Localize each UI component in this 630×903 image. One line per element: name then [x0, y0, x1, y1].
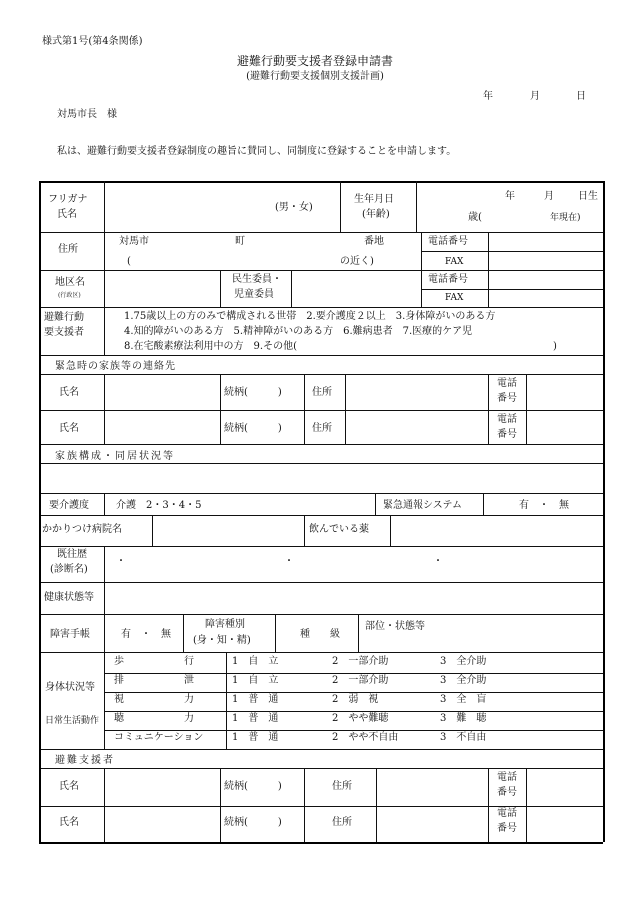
grid-line-horizontal: [39, 842, 603, 844]
health-label: 健康状態等: [44, 592, 94, 603]
grid-line-horizontal: [39, 374, 603, 375]
grid-line-horizontal: [39, 181, 603, 183]
adl-option-3[interactable]: 3 全 盲: [440, 694, 487, 705]
adl-option-3[interactable]: 3 全介助: [440, 675, 487, 686]
grid-line-horizontal: [39, 768, 603, 769]
grid-line-horizontal: [39, 463, 603, 464]
district-label: 地区名: [55, 277, 85, 288]
document-subtitle: (避難行動要支援個別支援計画): [246, 71, 384, 82]
grid-line-horizontal: [39, 749, 603, 750]
support-label-2: 要支援者: [44, 327, 84, 338]
supporter-name-label: 氏名: [59, 781, 79, 792]
history-label-1: 既往歴: [57, 549, 87, 560]
grid-line-vertical: [416, 181, 417, 232]
contact-phone-label-2b: 番号: [497, 429, 517, 440]
birthdate-label: 生年月日: [354, 194, 394, 205]
disability-book-label: 障害手帳: [50, 629, 90, 640]
grid-line-vertical: [376, 768, 377, 842]
adl-option-1[interactable]: 1 自 立: [232, 675, 279, 686]
supporter-phone-label-2a: 電話: [497, 808, 517, 819]
body-status-label: 身体状況等: [45, 682, 95, 693]
form-number: 様式第1号(第4条関係): [42, 36, 143, 47]
grid-line-vertical: [104, 181, 105, 355]
family-header: 家族構成・同居状況等: [55, 451, 175, 462]
grid-line-vertical: [358, 614, 359, 652]
alert-system-label: 緊急通報システム: [383, 500, 462, 511]
grid-line-vertical: [104, 614, 105, 652]
support-categories-line-2[interactable]: 4.知的障がいのある方 5.精神障がいのある方 6.難病患者 7.医療的ケア児: [124, 326, 473, 337]
contact-relation-label: 続柄( ): [224, 423, 282, 434]
support-categories-line-3[interactable]: 8.在宅酸素療法利用中の方 9.その他(: [124, 341, 297, 352]
supporter-relation-label: 続柄( ): [224, 817, 282, 828]
adl-option-2[interactable]: 2 一部介助: [332, 675, 389, 686]
grid-line-horizontal: [39, 515, 603, 516]
adl-option-2[interactable]: 2 一部介助: [332, 656, 389, 667]
adl-item-label: 視 力: [114, 694, 194, 705]
disability-part-label: 部位・状態等: [365, 621, 425, 632]
grid-line-horizontal: [39, 410, 603, 411]
grid-line-vertical: [345, 374, 346, 444]
address-town: 町: [235, 236, 245, 247]
disability-type-label-2[interactable]: (身・知・精): [193, 635, 251, 646]
fax-label: FAX: [445, 257, 464, 267]
adl-option-2[interactable]: 2 やや不自由: [332, 732, 399, 743]
grid-line-vertical: [104, 768, 105, 842]
grid-line-horizontal: [39, 806, 603, 807]
supporter-phone-label-1a: 電話: [497, 772, 517, 783]
grid-line-vertical: [275, 614, 276, 652]
grid-line-horizontal: [39, 355, 603, 356]
grid-line-vertical: [39, 181, 41, 842]
birth-day-label: 日生: [578, 191, 598, 202]
grid-line-vertical: [291, 270, 292, 307]
adl-option-2[interactable]: 2 やや難聴: [332, 713, 389, 724]
grid-line-horizontal: [104, 673, 603, 674]
address-city: 対馬市: [119, 236, 149, 247]
contact-phone-label-1a: 電話: [497, 378, 517, 389]
address-paren-open: (: [127, 256, 131, 267]
date-month-label: 月: [530, 91, 540, 102]
grid-line-vertical: [304, 768, 305, 842]
hospital-label: かかりつけ病院名: [42, 524, 122, 535]
supporter-phone-label-2b: 番号: [497, 823, 517, 834]
grid-line-horizontal: [39, 307, 603, 308]
fax-label-2: FAX: [445, 293, 464, 303]
grid-line-vertical: [390, 515, 391, 546]
disability-grade-label: 種 級: [300, 629, 340, 640]
gender-choice[interactable]: (男・女): [275, 202, 313, 213]
daily-activity-label: 日常生活動作: [45, 716, 100, 726]
history-bullet-2: ・: [284, 556, 294, 567]
contact-phone-label-2a: 電話: [497, 414, 517, 425]
grid-line-vertical: [152, 515, 153, 546]
supporter-address-label: 住所: [332, 817, 352, 828]
grid-line-horizontal: [39, 614, 603, 615]
history-label-2: (診断名): [50, 564, 88, 575]
grid-line-vertical: [304, 374, 305, 444]
supporter-name-label: 氏名: [59, 817, 79, 828]
grid-line-horizontal: [39, 232, 603, 233]
grid-line-vertical: [220, 768, 221, 842]
grid-line-horizontal: [39, 270, 603, 271]
contact-address-label: 住所: [312, 387, 332, 398]
history-bullet-3: ・: [433, 556, 443, 567]
application-statement: 私は、避難行動要支援者登録制度の趣旨に賛同し、同制度に登録することを申請します。: [57, 146, 457, 157]
disability-type-label-1: 障害種別: [205, 619, 245, 630]
grid-line-vertical: [488, 374, 489, 444]
address-banchi: 番地: [364, 236, 384, 247]
grid-line-vertical: [183, 614, 184, 652]
contact-relation-label: 続柄( ): [224, 387, 282, 398]
care-level-choice[interactable]: 介護 2・3・4・5: [116, 500, 202, 511]
age-sai-label: 歳(: [468, 212, 482, 223]
district-sub-label: (行政区): [58, 292, 81, 299]
grid-line-vertical: [603, 181, 605, 842]
grid-line-horizontal: [421, 251, 603, 252]
supporter-address-label: 住所: [332, 781, 352, 792]
grid-line-vertical: [483, 493, 484, 515]
alert-system-choice[interactable]: 有 ・ 無: [519, 500, 569, 511]
adl-option-1[interactable]: 1 普 通: [232, 713, 279, 724]
phone-label: 電話番号: [428, 236, 468, 247]
age-asof-label: 年現在): [550, 213, 581, 223]
supporter-header: 避難支援者: [55, 755, 115, 766]
grid-line-horizontal: [39, 444, 603, 445]
addressee: 対馬市長 様: [57, 109, 117, 120]
phone-label-2: 電話番号: [428, 274, 468, 285]
grid-line-vertical: [421, 232, 422, 307]
grid-line-vertical: [226, 652, 227, 749]
adl-option-1[interactable]: 1 自 立: [232, 656, 279, 667]
contact-phone-label-1b: 番号: [497, 393, 517, 404]
grid-line-vertical: [526, 768, 527, 842]
contact-address-label: 住所: [312, 423, 332, 434]
supporter-relation-label: 続柄( ): [224, 781, 282, 792]
grid-line-horizontal: [39, 582, 603, 583]
grid-line-vertical: [104, 546, 105, 614]
birth-month-label: 月: [544, 191, 554, 202]
adl-option-3[interactable]: 3 不自由: [440, 732, 487, 743]
supporter-phone-label-1b: 番号: [497, 787, 517, 798]
support-other-close: ): [553, 341, 557, 352]
grid-line-horizontal: [39, 546, 603, 547]
grid-line-horizontal: [104, 730, 603, 731]
adl-option-3[interactable]: 3 難 聴: [440, 713, 487, 724]
grid-line-vertical: [220, 270, 221, 307]
medicine-label: 飲んでいる薬: [309, 524, 369, 535]
address-label: 住所: [58, 244, 78, 255]
date-day-label: 日: [576, 91, 586, 102]
age-label: (年齢): [362, 209, 390, 220]
date-year-label: 年: [483, 91, 493, 102]
document-title: 避難行動要支援者登録申請書: [236, 54, 393, 68]
grid-line-vertical: [220, 374, 221, 444]
grid-line-horizontal: [104, 711, 603, 712]
grid-line-horizontal: [39, 652, 603, 653]
grid-line-vertical: [488, 768, 489, 842]
grid-line-vertical: [340, 181, 341, 232]
grid-line-vertical: [104, 493, 105, 515]
support-categories-line-1[interactable]: 1.75歳以上の方のみで構成される世帯 2.要介護度２以上 3.身体障がいのある方: [124, 311, 496, 322]
adl-option-1[interactable]: 1 普 通: [232, 732, 279, 743]
grid-line-vertical: [488, 232, 489, 307]
furigana-label: フリガナ: [48, 194, 88, 205]
grid-line-horizontal: [39, 493, 603, 494]
adl-item-label: 排 泄: [114, 675, 194, 686]
grid-line-vertical: [375, 493, 376, 515]
support-label-1: 避難行動: [44, 312, 84, 323]
adl-option-2[interactable]: 2 弱 視: [332, 694, 379, 705]
adl-option-3[interactable]: 3 全介助: [440, 656, 487, 667]
address-near: の近く): [340, 256, 374, 267]
name-label: 氏名: [57, 209, 77, 220]
care-level-label: 要介護度: [49, 500, 89, 511]
birth-year-label: 年: [505, 191, 515, 202]
grid-line-vertical: [526, 374, 527, 444]
disability-book-choice[interactable]: 有 ・ 無: [121, 629, 171, 640]
commissioner-label-2: 児童委員: [234, 289, 274, 300]
adl-option-1[interactable]: 1 普 通: [232, 694, 279, 705]
adl-item-label: 歩 行: [114, 656, 194, 667]
grid-line-vertical: [104, 652, 105, 749]
contact-name-label: 氏名: [59, 387, 79, 398]
commissioner-label-1: 民生委員・: [232, 274, 282, 285]
grid-line-horizontal: [421, 289, 603, 290]
grid-line-vertical: [304, 515, 305, 546]
grid-line-horizontal: [104, 692, 603, 693]
adl-item-label: 聴 力: [114, 713, 194, 724]
grid-line-vertical: [104, 374, 105, 444]
contact-name-label: 氏名: [59, 423, 79, 434]
adl-item-label: コミュニケーション: [114, 732, 204, 743]
history-bullet-1: ・: [116, 556, 126, 567]
emergency-contacts-header: 緊急時の家族等の連絡先: [55, 361, 176, 372]
